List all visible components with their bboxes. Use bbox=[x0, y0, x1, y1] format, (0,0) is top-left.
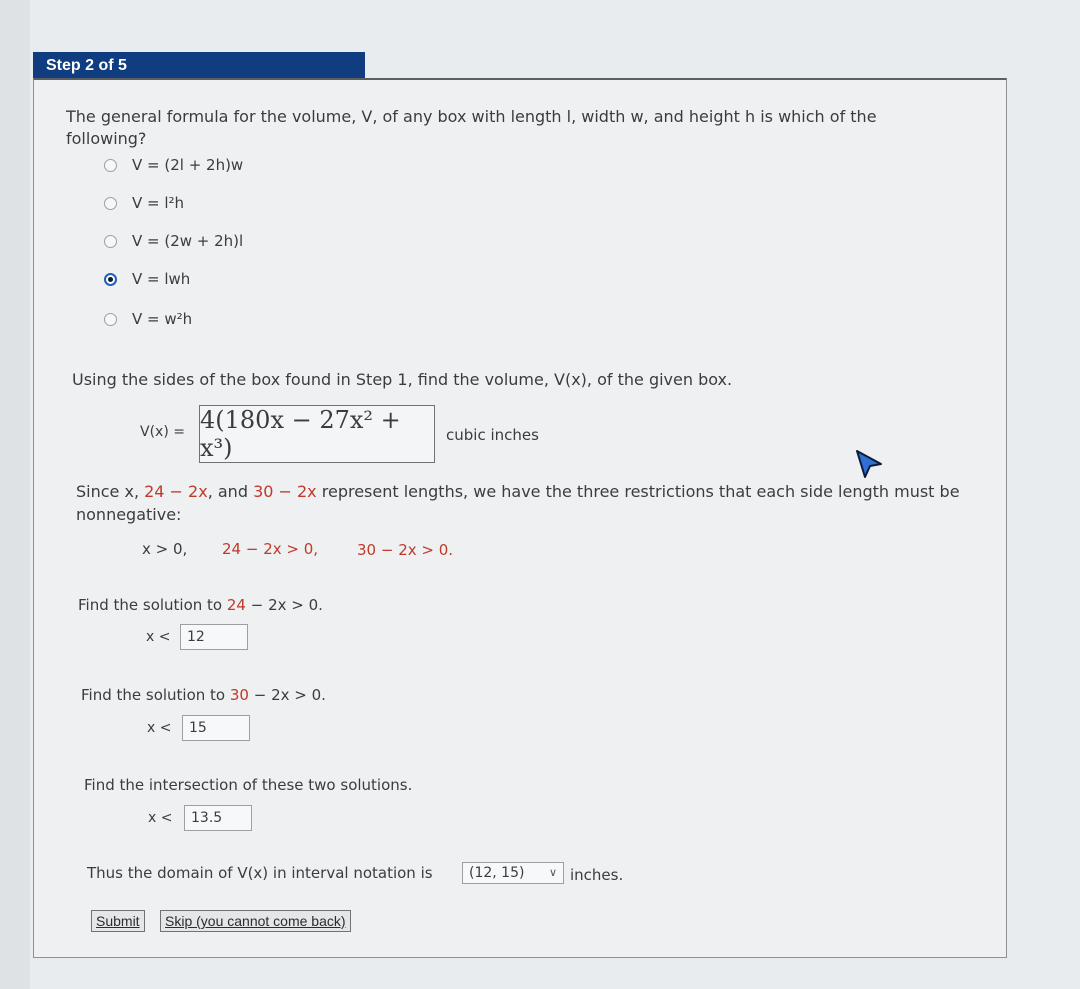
inequality-3: 30 − 2x > 0. bbox=[357, 541, 454, 559]
option-label: V = l²h bbox=[132, 194, 185, 212]
domain-prompt: Thus the domain of V(x) in interval notation is bbox=[87, 864, 433, 882]
volume-instruction: Using the sides of the box found in Step 1, find the volume, V(x), of the given box. bbox=[72, 370, 733, 389]
question-text: The general formula for the volume, V, of any box with length l, width w, and height h is which of the following? bbox=[66, 107, 877, 148]
solve-30-lhs: x < bbox=[147, 720, 172, 736]
mouse-cursor-icon bbox=[853, 448, 885, 480]
option-3[interactable] bbox=[104, 230, 243, 252]
intersection-input[interactable]: 13.5 bbox=[184, 805, 252, 831]
expr-30: 30 − 2x bbox=[253, 482, 317, 501]
radio-button-selected[interactable] bbox=[104, 273, 117, 286]
submit-button[interactable]: Submit bbox=[91, 910, 145, 932]
domain-select[interactable] bbox=[462, 862, 564, 884]
volume-lhs: V(x) = bbox=[140, 424, 185, 440]
option-2[interactable] bbox=[104, 192, 184, 214]
option-label: V = lwh bbox=[132, 270, 191, 288]
intersection-prompt: Find the intersection of these two solutions. bbox=[84, 776, 413, 794]
solve-24-lhs: x < bbox=[146, 629, 171, 645]
option-label: V = (2l + 2h)w bbox=[132, 156, 244, 174]
radio-button[interactable] bbox=[104, 313, 117, 326]
option-5[interactable] bbox=[104, 308, 192, 330]
answer-30-input[interactable]: 15 bbox=[182, 715, 250, 741]
volume-formula: 4(180x − 27x² + x³) bbox=[200, 406, 401, 462]
question-panel bbox=[33, 78, 1007, 958]
skip-button[interactable]: Skip (you cannot come back) bbox=[160, 910, 351, 932]
intersection-lhs: x < bbox=[148, 810, 173, 826]
radio-button[interactable] bbox=[104, 159, 117, 172]
option-label: V = (2w + 2h)l bbox=[132, 232, 244, 250]
solve-24-prompt: Find the solution to 24 − 2x > 0. bbox=[78, 596, 323, 614]
step-header: Step 2 of 5 bbox=[33, 52, 365, 79]
page-edge bbox=[0, 0, 30, 989]
inequality-2: 24 − 2x > 0, bbox=[222, 540, 319, 558]
volume-unit: cubic inches bbox=[446, 426, 539, 444]
restrictions-text: Since x, 24 − 2x, and 30 − 2x represent lengths, we have the three restrictions that each side length must be nonnegative: bbox=[76, 482, 960, 524]
chevron-down-icon: ∨ bbox=[548, 866, 557, 879]
answer-24-input[interactable]: 12 bbox=[180, 624, 248, 650]
inequality-1: x > 0, bbox=[142, 540, 188, 558]
volume-formula-box bbox=[199, 405, 435, 463]
expr-24: 24 − 2x bbox=[144, 482, 208, 501]
option-label: V = w²h bbox=[132, 310, 193, 328]
solve-30-prompt: Find the solution to 30 − 2x > 0. bbox=[81, 686, 326, 704]
radio-button[interactable] bbox=[104, 235, 117, 248]
option-1[interactable] bbox=[104, 154, 243, 176]
radio-button[interactable] bbox=[104, 197, 117, 210]
domain-value: (12, 15) bbox=[469, 865, 525, 881]
domain-unit: inches. bbox=[570, 866, 624, 884]
option-4[interactable] bbox=[104, 268, 190, 290]
